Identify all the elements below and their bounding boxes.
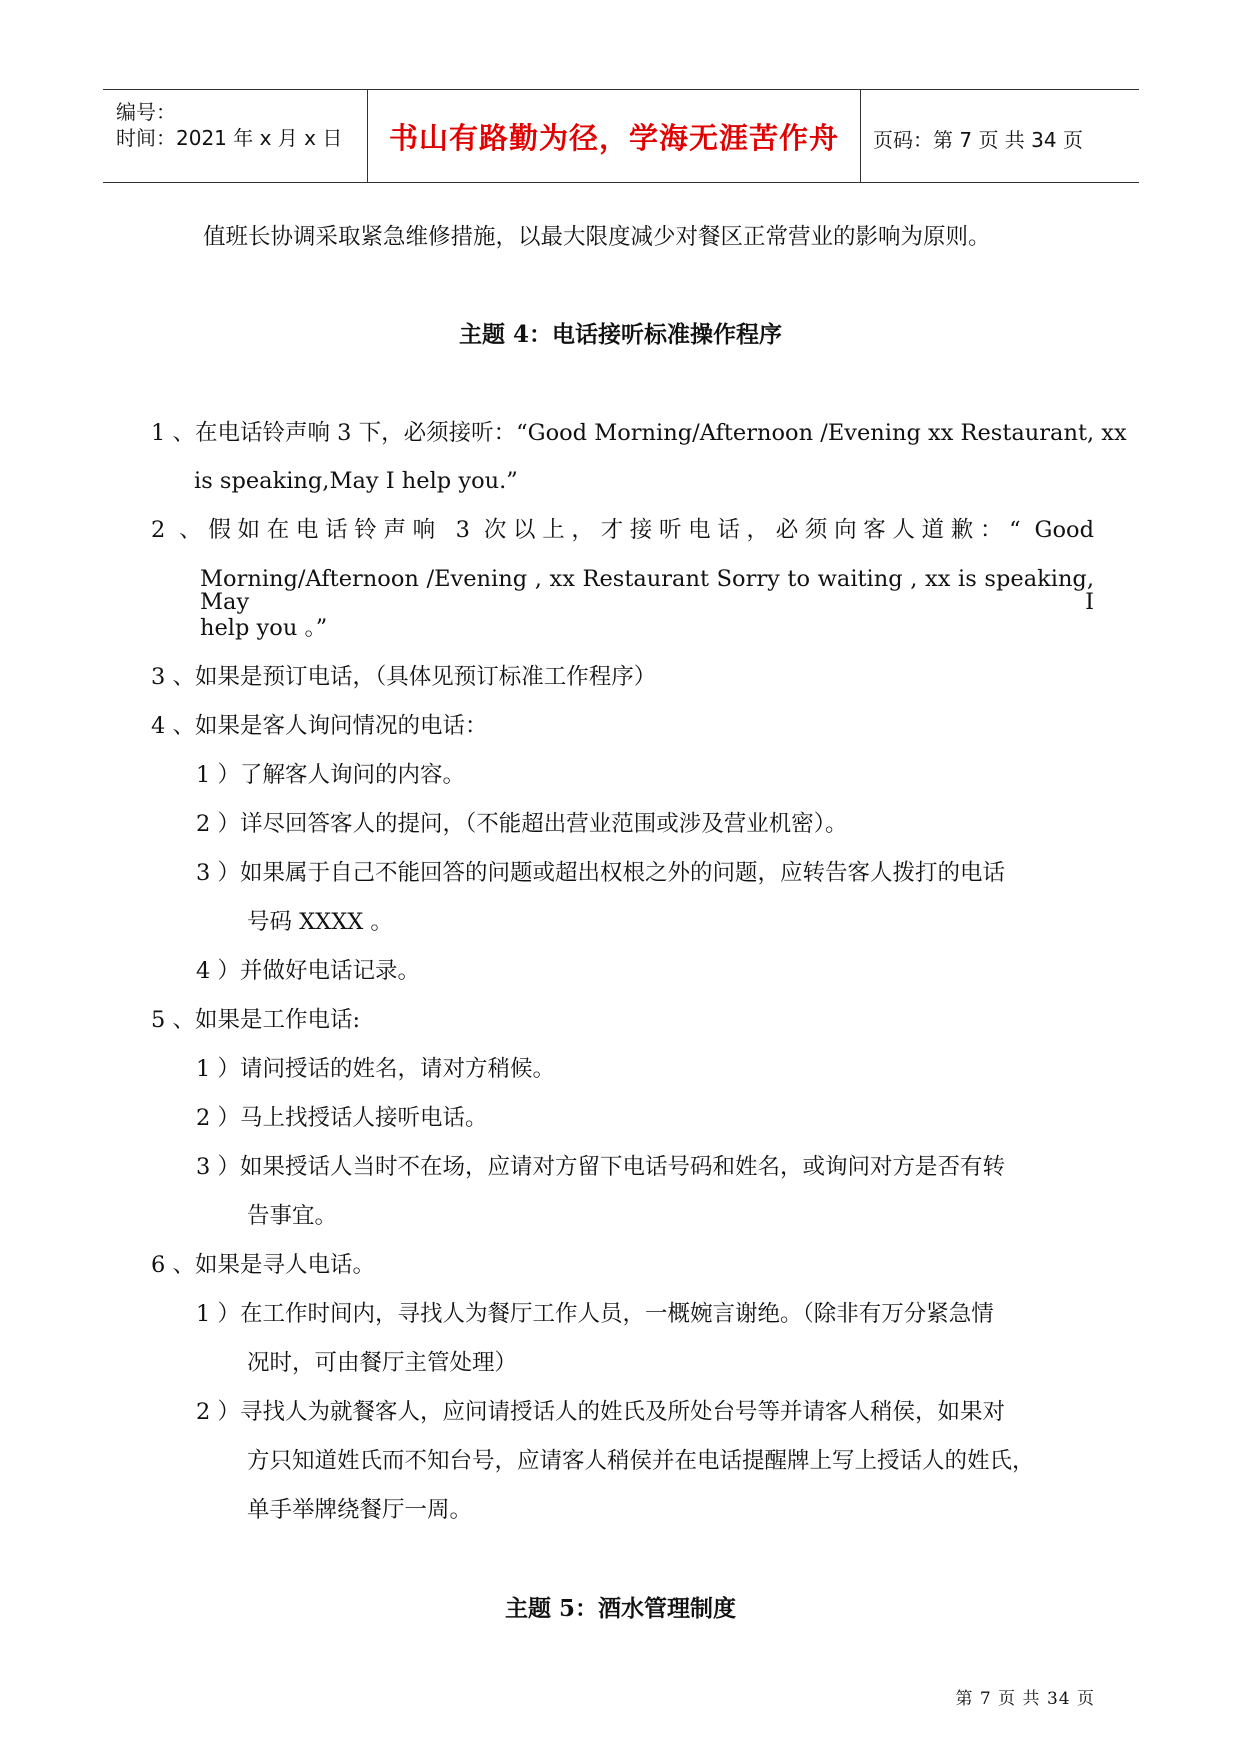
list-item-5-3-line1: 3 ）如果授话人当时不在场，应请对方留下电话号码和姓名，或询问对方是否有转 bbox=[196, 1154, 1005, 1180]
list-item-5-3-line2: 告事宜。 bbox=[247, 1203, 338, 1229]
list-item-6-2-line3: 单手举牌绕餐厅一周。 bbox=[247, 1497, 473, 1523]
topic4-heading: 主题 4：电话接听标准操作程序 bbox=[458, 321, 782, 348]
list-item-6-1-line2: 况时，可由餐厅主管处理） bbox=[247, 1350, 518, 1376]
page-footer: 第 7 页 共 34 页 bbox=[955, 1689, 1095, 1709]
doc-number-label: 编号： bbox=[116, 100, 176, 124]
list-item-5-1: 1 ）请问授话的姓名，请对方稍候。 bbox=[196, 1056, 555, 1082]
intro-line: 值班长协调采取紧急维修措施，以最大限度减少对餐区正常营业的影响为原则。 bbox=[203, 224, 991, 250]
list-item-6-2-line2: 方只知道姓氏而不知台号，应请客人稍侯并在电话提醒牌上写上授话人的姓氏， bbox=[247, 1448, 1035, 1474]
header-page-cell bbox=[861, 90, 1139, 182]
header-page-info: 页码：第 7 页 共 34 页 bbox=[873, 128, 1083, 152]
header-meta-cell bbox=[103, 90, 366, 182]
motto-text: 书山有路勤为径，学海无涯苦作舟 bbox=[388, 121, 839, 155]
list-item-1-line2: is speaking,May I help you.” bbox=[194, 468, 518, 494]
list-item-6-2-line1: 2 ）寻找人为就餐客人，应问请授话人的姓氏及所处台号等并请客人稍侯，如果对 bbox=[196, 1399, 1005, 1425]
document-header bbox=[103, 89, 1139, 183]
list-item-4-2: 2 ）详尽回答客人的提问，（不能超出营业范围或涉及营业机密）。 bbox=[196, 811, 848, 837]
list-item-4-1: 1 ）了解客人询问的内容。 bbox=[196, 762, 465, 788]
list-item-6-1-line1: 1 ）在工作时间内，寻找人为餐厅工作人员，一概婉言谢绝。（除非有万分紧急情 bbox=[196, 1301, 994, 1327]
list-item-5-2: 2 ）马上找授话人接听电话。 bbox=[196, 1105, 488, 1131]
list-item-2-line1: 2 、假如在电话铃声响 3 次以上，才接听电话，必须向客人道歉：“ Good bbox=[151, 517, 1094, 543]
list-item-2-line2: Morning/Afternoon /Evening , xx Restaurant Sorry to waiting , xx is speaking, May I bbox=[200, 566, 1094, 615]
list-item-5: 5 、如果是工作电话: bbox=[151, 1007, 361, 1033]
header-motto-cell bbox=[367, 90, 861, 182]
list-item-2-line3: help you 。” bbox=[200, 615, 328, 641]
time-label: 时间：2021 年 x 月 x 日 bbox=[116, 126, 343, 150]
list-item-6: 6 、如果是寻人电话。 bbox=[151, 1252, 375, 1278]
list-item-4-3-line1: 3 ）如果属于自己不能回答的问题或超出权根之外的问题，应转告客人拨打的电话 bbox=[196, 860, 1005, 886]
list-item-3: 3 、如果是预订电话，（具体见预订标准工作程序） bbox=[151, 664, 657, 690]
topic5-heading: 主题 5：酒水管理制度 bbox=[504, 1595, 736, 1622]
list-item-1-line1: 1 、在电话铃声响 3 下，必须接听：“Good Morning/Afternoon /Evening xx Restaurant, xx bbox=[151, 420, 1127, 446]
list-item-4-3-line2: 号码 XXXX 。 bbox=[247, 909, 393, 935]
list-item-4: 4 、如果是客人询问情况的电话： bbox=[151, 713, 488, 739]
list-item-4-4: 4 ）并做好电话记录。 bbox=[196, 958, 420, 984]
